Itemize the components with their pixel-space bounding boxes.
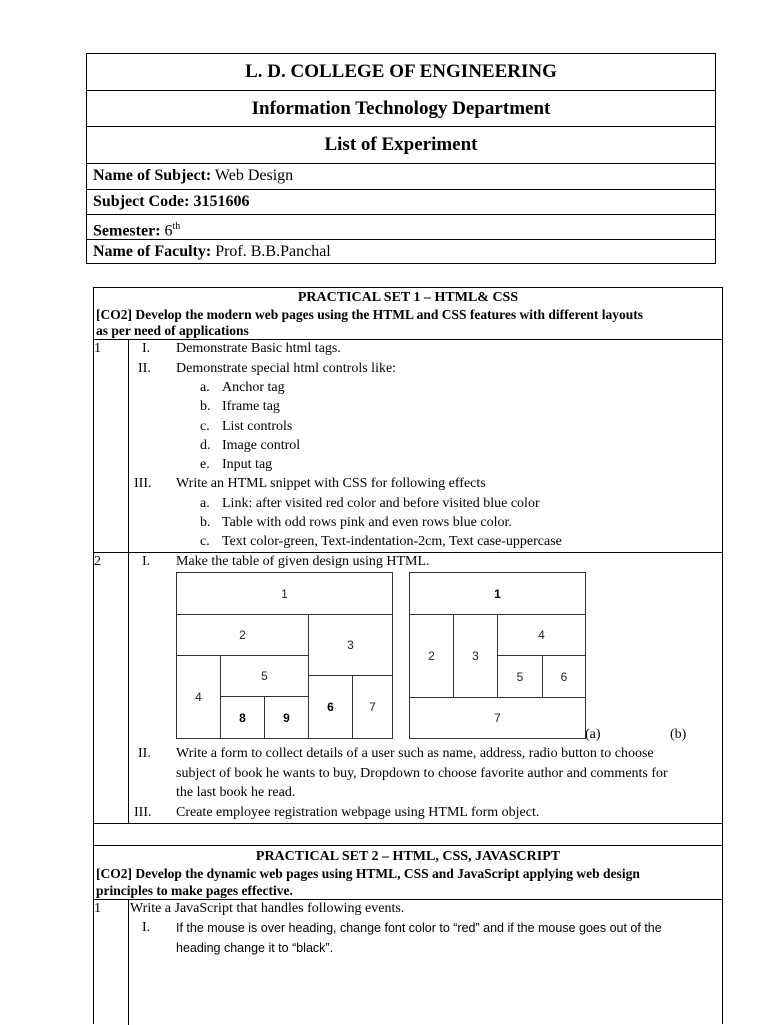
set2-q1-text: Write a JavaScript that handles following events. [130, 901, 405, 916]
control-d-num: d. [200, 438, 211, 453]
effect-a-text: Link: after visited red color and before visited blue color [222, 496, 540, 511]
table-a-cell: 3 [308, 614, 393, 676]
control-e-num: e. [200, 457, 210, 472]
code-label: Subject Code: 3151606 [93, 193, 250, 210]
faculty-label: Name of Faculty: [93, 243, 212, 260]
table-a-cell: 5 [220, 655, 309, 697]
control-a-text: Anchor tag [222, 380, 285, 395]
list-title: List of Experiment [87, 127, 715, 164]
control-c-text: List controls [222, 419, 293, 434]
table-a-cell: 6 [308, 675, 353, 739]
table-a-cell: 1 [176, 572, 393, 615]
set1-title: PRACTICAL SET 1 – HTML& CSS [297, 290, 519, 305]
set1-q1-item1-text: Demonstrate Basic html tags. [176, 341, 341, 356]
subject-label: Name of Subject: [93, 167, 212, 184]
table-b-cell: 3 [453, 614, 498, 698]
practical-table [93, 287, 723, 1024]
set1-q2-item3-text: Create employee registration webpage using HTML form object. [176, 805, 540, 820]
table-b-cell: 5 [497, 655, 543, 698]
table-b-cell: 7 [409, 697, 586, 739]
table-a-cell: 9 [264, 696, 309, 739]
faculty-row [87, 240, 715, 264]
control-a-num: a. [200, 380, 210, 395]
set1-q2-item2-num: II. [138, 746, 151, 761]
header-table [86, 53, 716, 264]
control-e-text: Input tag [222, 457, 273, 472]
control-b-num: b. [200, 399, 211, 414]
set1-q1-number: 1 [94, 341, 101, 356]
set1-q1-item2-num: II. [138, 361, 151, 376]
set1-q1-item3-text: Write an HTML snippet with CSS for following effects [176, 476, 486, 491]
effect-a-num: a. [200, 496, 210, 511]
set1-q2-item3-num: III. [134, 805, 152, 820]
table-a-cell: 2 [176, 614, 309, 656]
set2-title: PRACTICAL SET 2 – HTML, CSS, JAVASCRIPT [255, 849, 561, 864]
table-a-cell: 4 [176, 655, 221, 739]
set1-q1-item1-num: I. [142, 341, 151, 356]
set2-q1-item1-line2: heading change it to “black”. [176, 941, 334, 955]
set1-q2-item1-text: Make the table of given design using HTML. [176, 554, 430, 569]
subject-row [87, 164, 715, 190]
set2-q1-item1-line1: If the mouse is over heading, change font color to “red” and if the mouse goes out of the [176, 921, 662, 935]
set2-objective-line2: principles to make pages effective. [96, 883, 293, 898]
set1-objective-line1: [CO2] Develop the modern web pages using the HTML and CSS features with different layouts [96, 307, 644, 322]
set1-q2-number: 2 [94, 554, 101, 569]
set2-q1-item1-num: I. [142, 920, 151, 935]
table-design-b [409, 572, 586, 739]
control-d-text: Image control [222, 438, 301, 453]
table-design-a [176, 572, 393, 739]
set1-objective-line2: as per need of applications [96, 323, 249, 338]
college-name: L. D. COLLEGE OF ENGINEERING [87, 54, 715, 91]
effect-b-text: Table with odd rows pink and even rows blue color. [222, 515, 512, 530]
set2-q1-number: 1 [94, 901, 101, 916]
set1-q2-item2-line1: Write a form to collect details of a user such as name, address, radio button to choose [176, 746, 654, 761]
set2-objective-line1: [CO2] Develop the dynamic web pages using HTML, CSS and JavaScript applying web design [96, 866, 640, 881]
set1-q1-item2-text: Demonstrate special html controls like: [176, 361, 397, 376]
table-a-cell: 7 [352, 675, 393, 739]
table-b-cell: 4 [497, 614, 586, 656]
set1-q2-item2-line2: subject of book he wants to buy, Dropdown to choose favorite author and comments for [176, 766, 668, 781]
table-b-cell: 6 [542, 655, 586, 698]
subject-value: Web Design [214, 167, 294, 184]
department-name: Information Technology Department [87, 91, 715, 127]
set1-q2-item1-num: I. [142, 554, 151, 569]
effect-b-num: b. [200, 515, 211, 530]
table-b-cell: 2 [409, 614, 454, 698]
effect-c-text: Text color-green, Text-indentation-2cm, Text case-uppercase [222, 534, 562, 549]
semester-label: Semester: [93, 222, 161, 240]
faculty-value: Prof. B.B.Panchal [215, 243, 331, 260]
semester-row [87, 215, 715, 240]
control-b-text: Iframe tag [222, 399, 280, 414]
table-a-cell: 8 [220, 696, 265, 739]
table-b-cell: 1 [409, 572, 586, 615]
effect-c-num: c. [200, 534, 210, 549]
label-b: (b) [670, 727, 687, 742]
code-row [87, 190, 715, 215]
set1-q2-item2-line3: the last book he read. [176, 785, 296, 800]
control-c-num: c. [200, 419, 210, 434]
set1-q1-item3-num: III. [134, 476, 152, 491]
semester-sup: th [172, 221, 181, 232]
label-a: (a) [585, 727, 601, 742]
semester-value: 6 [164, 222, 173, 240]
